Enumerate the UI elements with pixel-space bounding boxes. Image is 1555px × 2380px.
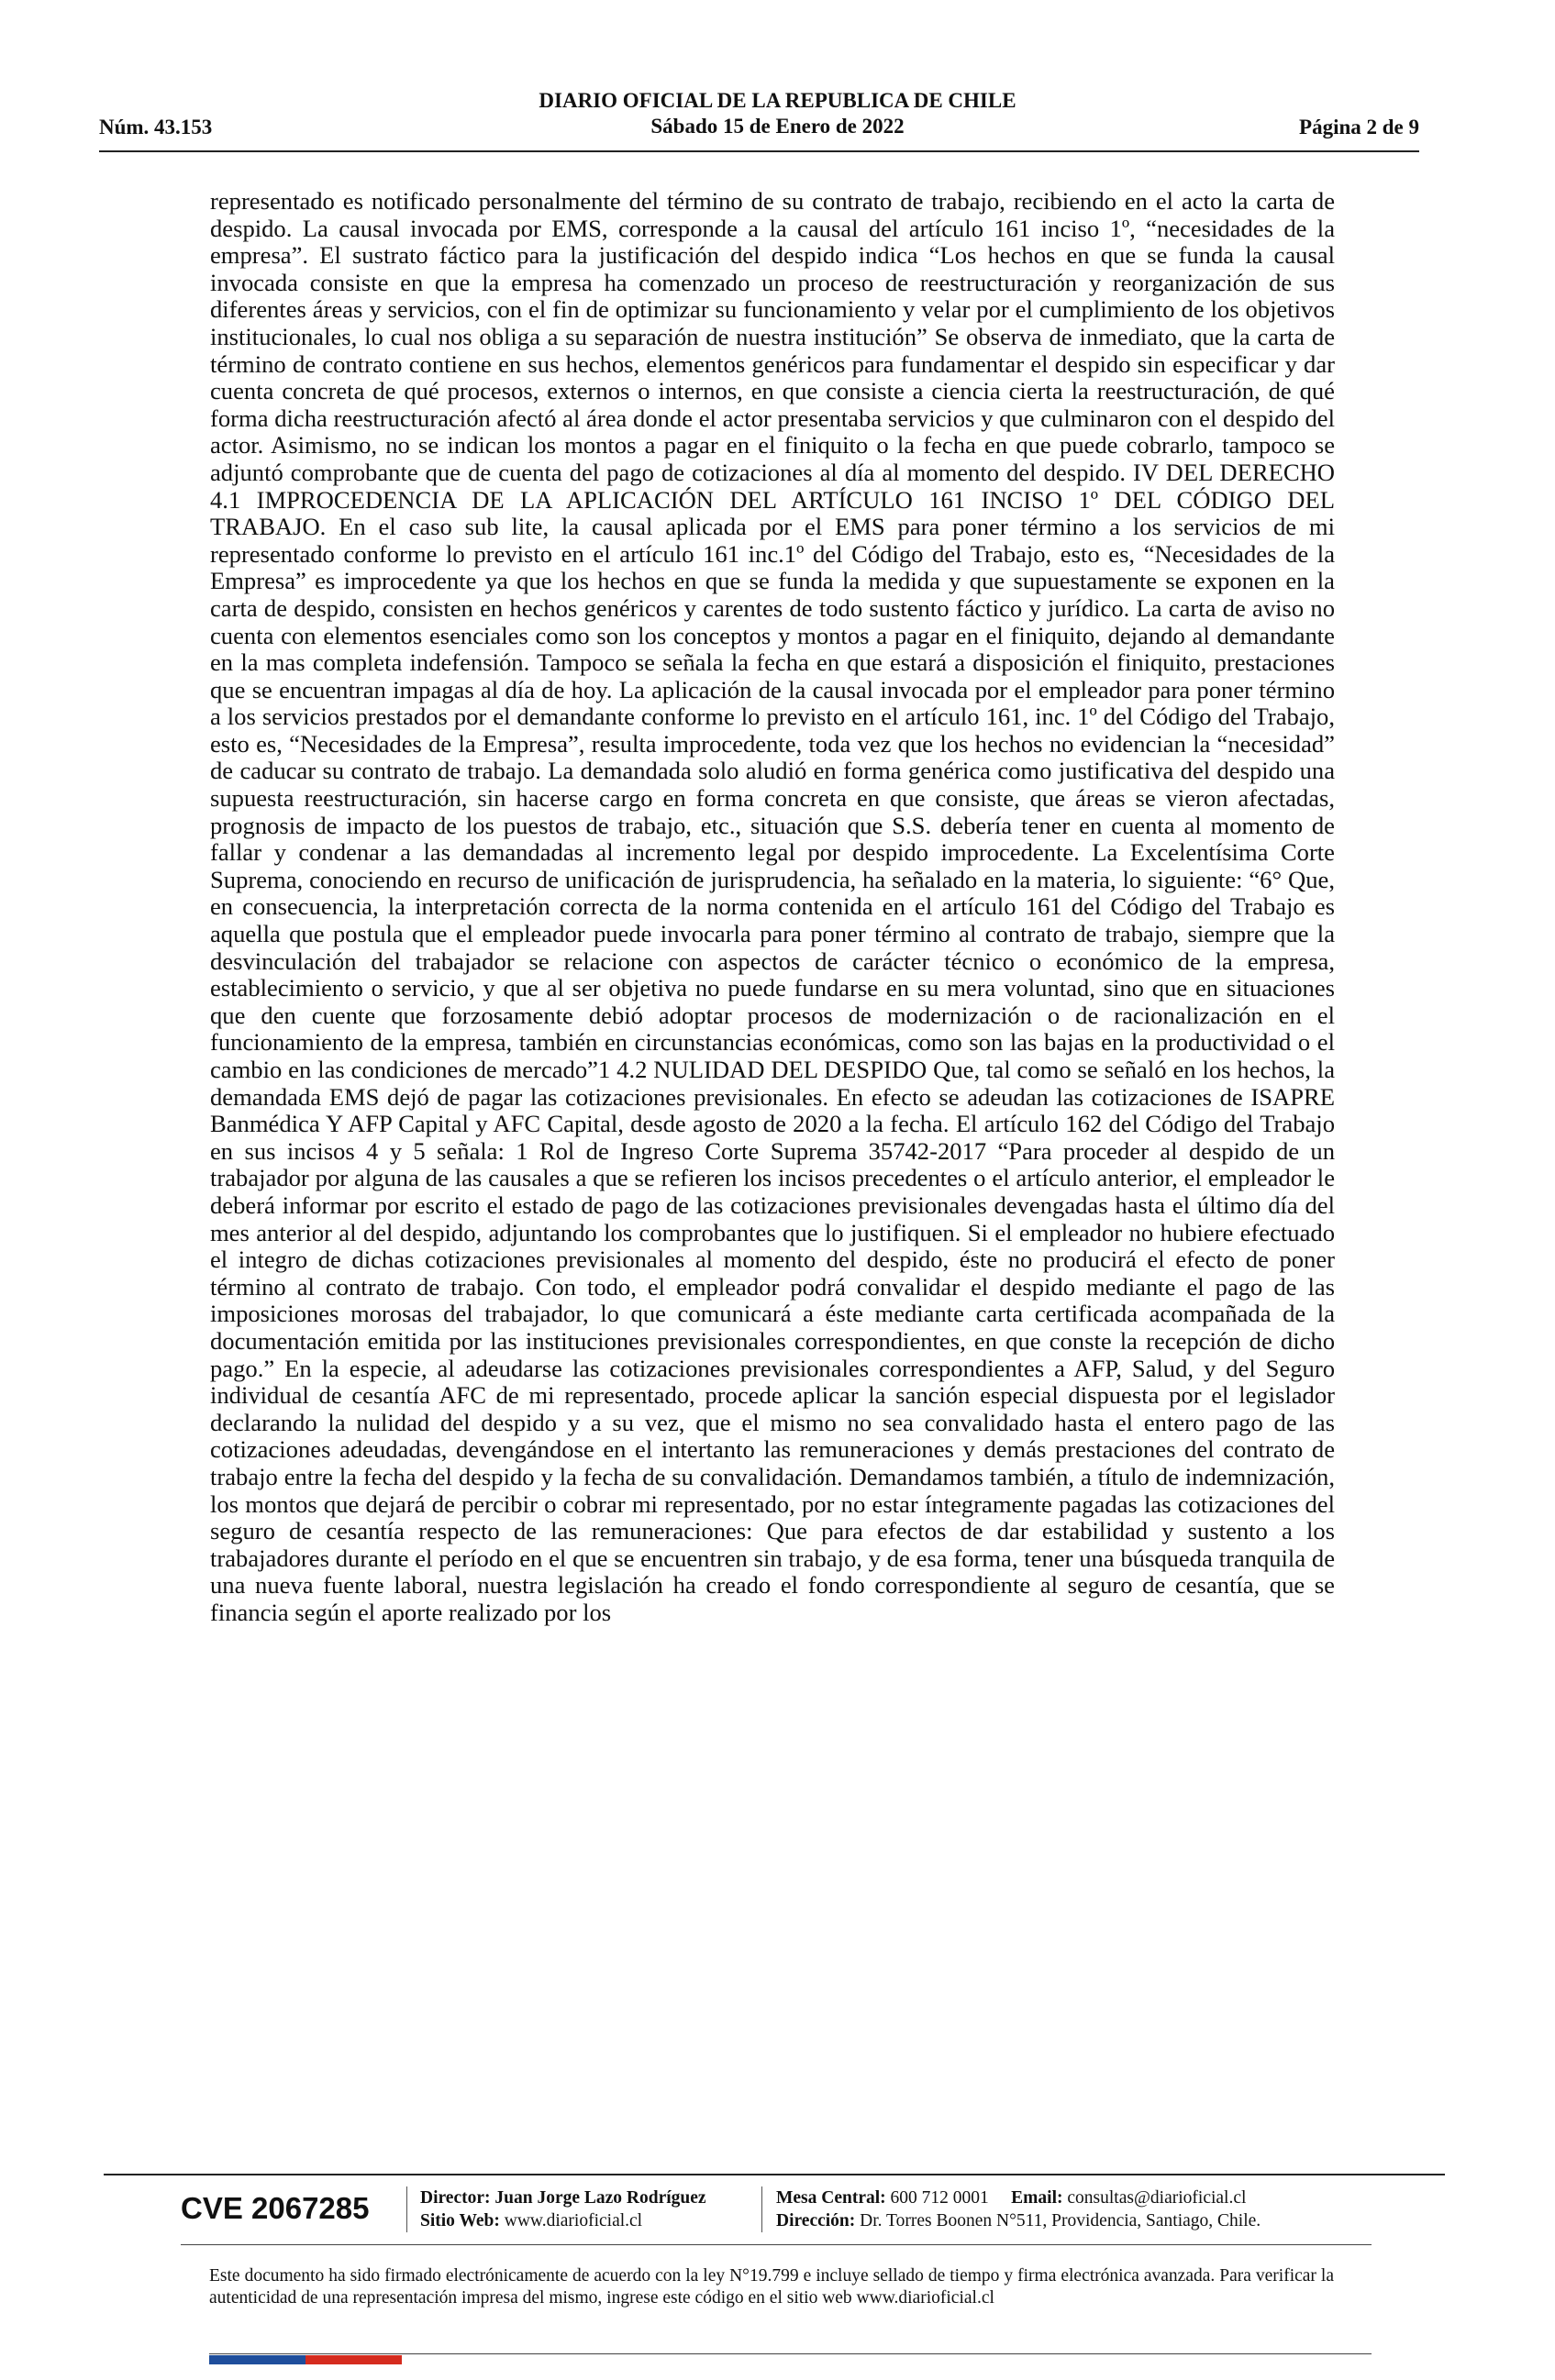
phone-label: Mesa Central:	[776, 2188, 886, 2208]
issue-date: Sábado 15 de Enero de 2022	[650, 115, 905, 138]
footer-separator	[761, 2186, 762, 2232]
signature-notice: Este documento ha sido firmado electrónicamente de acuerdo con la ley N°19.799 e incluye sellado de tiempo y firma electrónica avanzada. Para verificar la autenticidad de una representación impresa del mismo, ingrese este código en el sitio web www.diarioficial.cl	[209, 2266, 1334, 2308]
address-label: Dirección:	[776, 2211, 856, 2231]
phone-number: 600 712 0001	[890, 2188, 989, 2208]
document-body	[210, 188, 1335, 1626]
footer-inner-divider	[181, 2244, 1372, 2245]
body-paragraph: representado es notificado personalmente del término de su contrato de trabajo, recibiendo en el acto la carta de despido. La causal invocada por EMS, corresponde a la causal del artículo 161 inciso 1º, “necesidades de la empresa”. El sustrato fáctico para la justificación del despido indica “Los hechos en que se funda la causal invocada consiste en que la empresa ha comenzado un proceso de reestructuración y reorganización de sus diferentes áreas y servicios, con el fin de optimizar su funcionamiento y velar por el cumplimiento de los objetivos institucionales, lo cual nos obliga a su separación de nuestra institución” Se observa de inmediato, que la carta de término de contrato contiene en sus hechos, elementos genéricos para fundamentar el despido sin especificar y dar cuenta concreta de qué procesos, externos o internos, en que consiste a ciencia cierta la reestructuración, de qué forma dicha reestructuración afectó al área donde el actor presentaba servicios y que culminaron con el despido del actor. Asimismo, no se indican los montos a pagar en el finiquito o la fecha en que puede cobrarlo, tampoco se adjuntó comprobante que de cuenta del pago de cotizaciones al día al momento del despido. IV DEL DERECHO 4.1 IMPROCEDENCIA DE LA APLICACIÓN DEL ARTÍCULO 161 INCISO 1º DEL CÓDIGO DEL TRABAJO. En el caso sub lite, la causal aplicada por el EMS para poner término a los servicios de mi representado conforme lo previsto en el artículo 161 inc.1º del Código del Trabajo, esto es, “Necesidades de la Empresa” es improcedente ya que los hechos en que se funda la medida y que supuestamente se exponen en la carta de despido, consisten en hechos genéricos y carentes de todo sustento fáctico y jurídico. La carta de aviso no cuenta con elementos esenciales como son los conceptos y montos a pagar en el finiquito, dejando al demandante en la mas completa indefensión. Tampoco se señala la fecha en que estará a disposición el finiquito, prestaciones que se encuentran impagas al día de hoy. La aplicación de la causal invocada por el empleador para poner término a los servicios prestados por el demandante conforme lo previsto en el artículo 161, inc. 1º del Código del Trabajo, esto es, “Necesidades de la Empresa”, resulta improcedente, toda vez que los hechos no evidencian la “necesidad” de caducar su contrato de trabajo. La demandada solo aludió en forma genérica como justificativa del despido una supuesta reestructuración, sin hacerse cargo en forma concreta en que consiste, que áreas se vieron afectadas, prognosis de impacto de los puestos de trabajo, etc., situación que S.S. debería tener en cuenta al momento de fallar y condenar a las demandadas al incremento legal por despido improcedente. La Excelentísima Corte Suprema, conociendo en recurso de unificación de jurisprudencia, ha señalado en la materia, lo siguiente: “6° Que, en consecuencia, la interpretación correcta de la norma contenida en el artículo 161 del Código del Trabajo es aquella que postula que el empleador puede invocarla para poner término al contrato de trabajo, siempre que la desvinculación del trabajador se relacione con aspectos de carácter técnico o económico de la empresa, establecimiento o servicio, y que al ser objetiva no puede fundarse en su mera voluntad, sino que en situaciones que den cuente que forzosamente debió adoptar procesos de modernización o de racionalización en el funcionamiento de la empresa, también en circunstancias económicas, como son las bajas en la productividad o el cambio en las condiciones de mercado”1 4.2 NULIDAD DEL DESPIDO Que, tal como se señaló en los hechos, la demandada EMS dejó de pagar las cotizaciones previsionales. En efecto se adeudan las cotizaciones de ISAPRE Banmédica Y AFP Capital y AFC Capital, desde agosto de 2020 a la fecha. El artículo 162 del Código del Trabajo en sus incisos 4 y 5 señala: 1 Rol de Ingreso Corte Suprema 35742-2017 “Para proceder al despido de un trabajador por alguna de las causales a que se refieren los incisos precedentes o el artículo anterior, el empleador le deberá informar por escrito el estado de pago de las cotizaciones previsionales devengadas hasta el último día del mes anterior al del despido, adjuntando los comprobantes que lo justifiquen. Si el empleador no hubiere efectuado el integro de dichas cotizaciones previsionales al momento del despido, éste no producirá el efecto de poner término al contrato de trabajo. Con todo, el empleador podrá convalidar el despido mediante el pago de las imposiciones morosas del trabajador, lo que comunicará a éste mediante carta certificada acompañada de la documentación emitida por las instituciones previsionales correspondientes, en que conste la recepción de dicho pago.” En la especie, al adeudarse las cotizaciones previsionales correspondientes a AFP, Salud, y del Seguro individual de cesantía AFC de mi representado, procede aplicar la sanción especial dispuesta por el legislador declarando la nulidad del despido y a su vez, que el mismo no sea convalidado hasta el entero pago de las cotizaciones adeudadas, devengándose en el intertanto las remuneraciones y demás prestaciones del contrato de trabajo entre la fecha del despido y la fecha de su convalidación. Demandamos también, a título de indemnización, los montos que dejará de percibir o cobrar mi representado, por no estar íntegramente pagadas las cotizaciones del seguro de cesantía respecto de las remuneraciones: Que para efectos de dar estabilidad y sustento a los trabajadores durante el período en el que se encuentren sin trabajo, y de esa forma, tener una búsqueda tranquila de una nueva fuente laboral, nuestra legislación ha creado el fondo correspondiente al seguro de cesantía, que se financia según el aporte realizado por los	[210, 187, 1335, 1626]
header-divider	[99, 150, 1419, 152]
footer-contact-block	[776, 2186, 1261, 2232]
flag-stripe	[209, 2355, 402, 2364]
flag-red-segment	[305, 2355, 402, 2364]
page-header	[0, 0, 1555, 161]
cve-code: CVE 2067285	[181, 2191, 370, 2225]
email-link[interactable]: consultas@diarioficial.cl	[1067, 2188, 1247, 2208]
footer-separator	[406, 2186, 407, 2232]
director-name: Juan Jorge Lazo Rodríguez	[494, 2188, 706, 2208]
publication-name: DIARIO OFICIAL DE LA REPUBLICA DE CHILE	[539, 89, 1016, 112]
footer-bottom-divider	[209, 2353, 1372, 2354]
footer-director-block	[420, 2186, 706, 2232]
page-number: Página 2 de 9	[1299, 116, 1419, 138]
flag-blue-segment	[209, 2355, 305, 2364]
director-label: Director:	[420, 2188, 491, 2208]
footer-divider	[104, 2174, 1445, 2175]
website-label: Sitio Web:	[420, 2211, 500, 2231]
issue-number: Núm. 43.153	[99, 116, 213, 138]
address-text: Dr. Torres Boonen N°511, Providencia, Santiago, Chile.	[860, 2211, 1261, 2231]
email-label: Email:	[1011, 2188, 1063, 2208]
website-link[interactable]: www.diarioficial.cl	[504, 2211, 643, 2231]
